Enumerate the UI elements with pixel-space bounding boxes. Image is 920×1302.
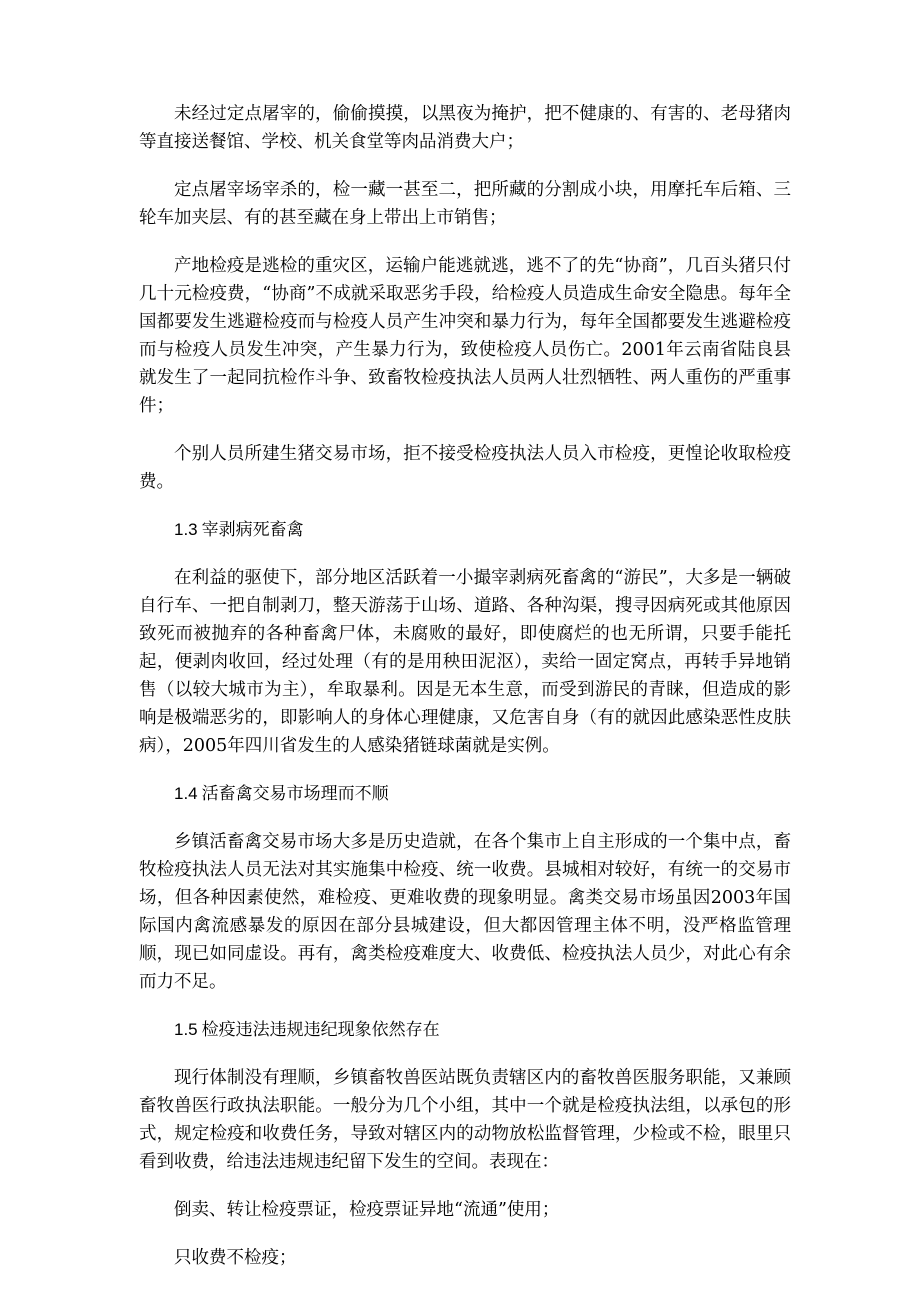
- section-heading-1-3: [139, 516, 791, 544]
- section-title: 活畜禽交易市场理而不顺: [201, 784, 389, 804]
- paragraph-system-issues: 现行体制没有理顺，乡镇畜牧兽医站既负责辖区内的畜牧兽医服务职能，又兼顾畜牧兽医行政执法职能。一般分为几个小组，其中一个就是检疫执法组，以承包的形式，规定检疫和收费任务，导致对辖区内的动物放松监督管理，少检或不检，眼里只看到收费，给违法违规违纪留下发生的空间。表现在：: [139, 1068, 791, 1172]
- paragraph-pig-market: 个别人员所建生猪交易市场，拒不接受检疫执法人员入市检疫，更惶论收取检疫费。: [139, 444, 791, 492]
- document-body: [139, 100, 791, 1292]
- section-number: 1.4: [174, 784, 198, 803]
- section-title: 宰剥病死畜禽: [201, 520, 304, 540]
- paragraph-origin-quarantine: 产地检疫是逃检的重灾区，运输户能逃就逃，逃不了的先“协商”，几百头猪只付几十元检疫费，“协商”不成就采取恶劣手段，给检疫人员造成生命安全隐患。每年全国都要发生逃避检疫而与检疫人员产生冲突和暴力行为，每年全国都要发生逃避检疫而与检疫人员发生冲突，产生暴力行为，致使检疫人员伤亡。2001年云南省陆良县就发生了一起同抗检作斗争、致畜牧检疫执法人员两人壮烈牺牲、两人重伤的严重事件；: [139, 256, 791, 416]
- section-number: 1.5: [174, 1020, 198, 1039]
- section-title: 检疫违法违规违纪现象依然存在: [201, 1020, 440, 1040]
- paragraph-resell-certificates: 倒卖、转让检疫票证，检疫票证异地“流通”使用；: [174, 1200, 560, 1220]
- paragraph-dead-livestock: 在利益的驱使下，部分地区活跃着一小撮宰剥病死畜禽的“游民”，大多是一辆破自行车、一把自制剥刀，整天游荡于山场、道路、各种沟渠，搜寻因病死或其他原因致死而被抛弃的各种畜禽尸体，未腐败的最好，即使腐烂的也无所谓，只要手能托起，便剥肉收回，经过处理（有的是用秧田泥沤），卖给一固定窝点，再转手异地销售（以较大城市为主），牟取暴利。因是无本生意，而受到游民的青睐，但造成的影响是极端恶劣的，即影响人的身体心理健康，又危害自身（有的就因此感染恶性皮肤病），2005年四川省发生的人感染猪链球菌就是实例。: [139, 568, 791, 756]
- section-heading-1-4: [139, 780, 791, 808]
- paragraph-slaughter-night: 未经过定点屠宰的，偷偷摸摸，以黑夜为掩护，把不健康的、有害的、老母猪肉等直接送餐馆、学校、机关食堂等肉品消费大户；: [139, 104, 791, 152]
- paragraph-fee-only: 只收费不检疫；: [174, 1248, 297, 1268]
- section-heading-1-5: [139, 1016, 791, 1044]
- section-number: 1.3: [174, 520, 198, 539]
- paragraph-designated-slaughterhouse: 定点屠宰场宰杀的，检一藏一甚至二，把所藏的分割成小块，用摩托车后箱、三轮车加夹层、有的甚至藏在身上带出上市销售；: [139, 180, 791, 228]
- paragraph-livestock-market: 乡镇活畜禽交易市场大多是历史造就，在各个集市上自主形成的一个集中点，畜牧检疫执法人员无法对其实施集中检疫、统一收费。县城相对较好，有统一的交易市场，但各种因素使然，难检疫、更难收费的现象明显。禽类交易市场虽因2003年国际国内禽流感暴发的原因在部分县城建设，但大都因管理主体不明，没严格监管理顺，现已如同虚设。再有，禽类检疫难度大、收费低、检疫执法人员少，对此心有余而力不足。: [139, 832, 791, 992]
